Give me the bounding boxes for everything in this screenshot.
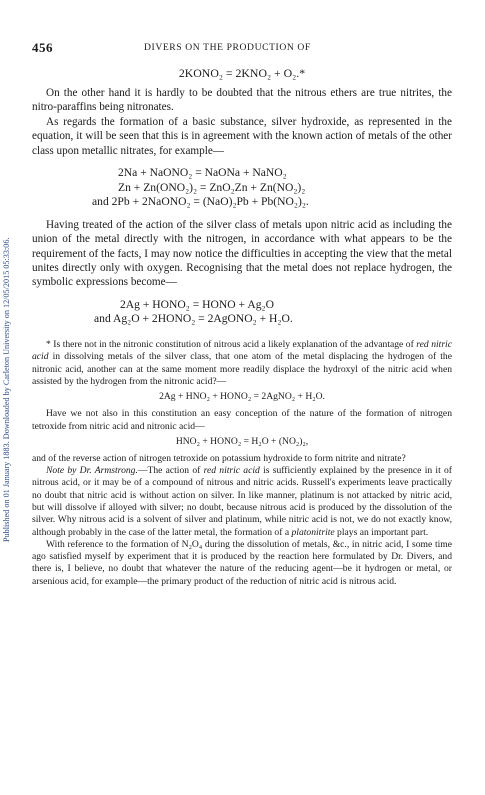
equation-line: 2Na + NaONO₂ = NaONa + NaNO₂ — [118, 166, 287, 180]
paragraph-1: On the other hand it is hardly to be doubted that the nitrous ethers are true nitrites, the nitro-paraffins being nitronates. — [32, 87, 452, 114]
footnote — [32, 339, 452, 588]
footnote-note-armstrong: Note by Dr. Armstrong.—The action of red nitric acid is sufficiently explained by the presence in it of nitrous acid, or it may be of a compound of nitrous and nitric acids. Russell's experiments leave practically no doubt that nitric acid is without action on silver. In like manner, platinum is not attacked by nitric acid, but will dissolve if alloyed with silver; no doubt, because nitrous acid is produced by the dissolution of the silver. Why nitrous acid is a solvent of silver and platinum, while nitric acid is not, we do not exactly know, although probably in the case of the latter metal, the formation of a platonitrite plays an important part. — [32, 465, 452, 538]
equation-line: Zn + Zn(ONO₂)₂ = ZnO₂Zn + Zn(NO₂)₂ — [118, 180, 306, 194]
equation-line: and 2Pb + 2NaONO₂ = (NaO)₂Pb + Pb(NO₂)₂. — [92, 195, 309, 209]
running-head: DIVERS ON THE PRODUCTION OF — [144, 42, 311, 53]
page-header — [32, 40, 452, 54]
paragraph-3: Having treated of the action of the silver class of metals upon nitric acid as including the union of the metal directly with the nitrogen, in accordance with what appears to be the requirement of the facts, I may now notice the difficulties in accepting the view that the metal unites directly only with oxygen. Recognising that the metal does not replace hydrogen, the symbolic expressions become— — [32, 218, 452, 289]
equation-line: and Ag₂O + 2HONO₂ = 2AgONO₂ + H₂O. — [94, 312, 293, 326]
footnote-paragraph-3: and of the reverse action of nitrogen tetroxide on potassium hydroxide to form nitrite and nitrate? — [32, 452, 406, 464]
footnote-equation-1: 2Ag + HNO₂ + HONO₂ = 2AgNO₂ + H₂O. — [159, 391, 325, 403]
footnote-paragraph-1: * Is there not in the nitronic constitution of nitrous acid a likely explanation of the advantage of red nitric acid in dissolving metals of the silver class, that one atom of the metal displacing the hydrogen of the nitronic acid, another can at the same moment more readily displace the hydroxyl of the nitric acid when assisted by the hydrogen from the nitronic acid?— — [32, 339, 452, 387]
footnote-paragraph-5: With reference to the formation of N₂O₄ during the dissolution of metals, &c., in nitric acid, I some time ago satisfied myself by experiment that it is produced by the reaction here formulated by Dr. Divers, and there is, I believe, no doubt that whatever the nature of the reducing agent—be it hydrogen or metal, or arsenious acid, for example—the primary product of the reduction of nitric acid is nitrous acid. — [32, 538, 452, 587]
download-watermark: Published on 01 January 1883. Downloaded by Carleton University on 12/05/2015 05:33:06. — [2, 237, 11, 543]
equation-group-1 — [92, 166, 452, 210]
equation-line: 2Ag + HONO₂ = HONO + Ag₂O — [120, 297, 274, 311]
equation-group-2 — [94, 298, 452, 327]
paragraph-2: As regards the formation of a basic substance, silver hydroxide, as represented in the equation, it will be seen that this is in agreement with the known action of metals of the other class upon metallic nitrates, for example— — [32, 115, 452, 157]
equation-top: 2KONO₂ = 2KNO₂ + O₂.* — [178, 66, 306, 80]
footnote-equation-2: HNO₂ + HONO₂ = H₂O + (NO₂)₂, — [175, 435, 309, 447]
footnote-paragraph-2: Have we not also in this constitution an easy conception of the nature of the formation of nitrogen tetroxide from nitric acid and nitronic acid— — [32, 408, 452, 432]
main-text — [32, 66, 452, 588]
page-number: 456 — [32, 40, 53, 55]
